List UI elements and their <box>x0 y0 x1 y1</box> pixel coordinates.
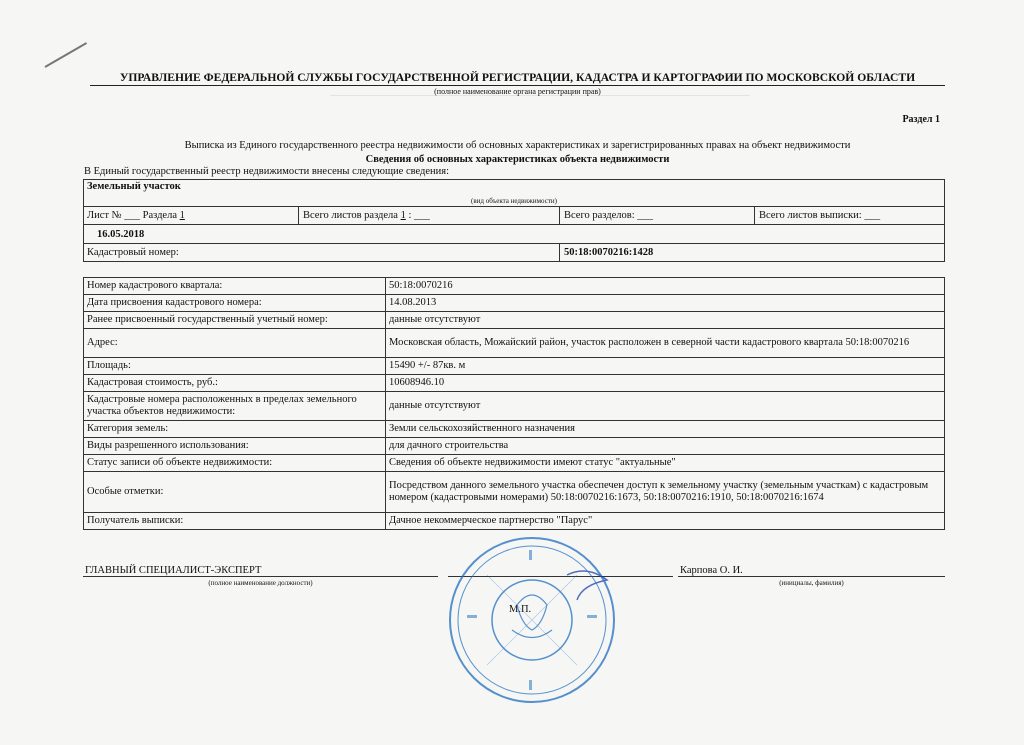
row-value: 50:18:0070216 <box>386 278 945 295</box>
object-type-note: (вид объекта недвижимости) <box>471 197 557 205</box>
table-row <box>84 278 945 295</box>
bleed-through-lines <box>330 95 750 110</box>
row-label: Получатель выписки: <box>84 513 386 530</box>
document-subtitle: Сведения об основных характеристиках объекта недвижимости <box>365 154 670 165</box>
seal-mark: М.П. <box>509 604 532 615</box>
row-label: Кадастровая стоимость, руб.: <box>84 375 386 392</box>
row-label: Номер кадастрового квартала: <box>84 278 386 295</box>
row-label: Площадь: <box>84 358 386 375</box>
row-value: Сведения об объекте недвижимости имеют статус "актуальные" <box>386 455 945 472</box>
table-row <box>84 392 945 421</box>
total-sections: Всего разделов: ___ <box>564 210 653 221</box>
table-row <box>84 295 945 312</box>
table-row <box>84 472 945 513</box>
signer-name: Карпова О. И. <box>678 565 945 577</box>
table-row <box>84 438 945 455</box>
signer-position: ГЛАВНЫЙ СПЕЦИАЛИСТ-ЭКСПЕРТ <box>83 565 438 577</box>
row-value: 14.08.2013 <box>386 295 945 312</box>
signer-name-note: (инициалы, фамилия) <box>779 579 844 587</box>
pen-mark <box>45 42 88 68</box>
row-label: Категория земель: <box>84 421 386 438</box>
row-value: Дачное некоммерческое партнерство "Парус" <box>386 513 945 530</box>
row-value: Московская область, Можайский район, участок расположен в северной части кадастрового квартала 50:18:0070216 <box>386 329 945 358</box>
object-info-box <box>83 179 945 262</box>
table-row <box>84 329 945 358</box>
sheets-in-section: Всего листов раздела 1 : ___ <box>303 210 430 221</box>
row-value: Земли сельскохозяйственного назначения <box>386 421 945 438</box>
row-value: 10608946.10 <box>386 375 945 392</box>
table-row <box>84 421 945 438</box>
row-label: Адрес: <box>84 329 386 358</box>
characteristics-table <box>83 277 945 530</box>
row-label: Кадастровые номера расположенных в пределах земельного участка объектов недвижимости: <box>84 392 386 421</box>
intro-text: В Единый государственный реестр недвижимости внесены следующие сведения: <box>84 166 450 177</box>
row-label: Особые отметки: <box>84 472 386 513</box>
official-stamp-icon <box>447 535 617 705</box>
sheet-number: Лист № ___ Раздела 1 <box>87 210 185 221</box>
row-label: Дата присвоения кадастрового номера: <box>84 295 386 312</box>
cadastral-number-value: 50:18:0070216:1428 <box>564 247 654 258</box>
row-value: данные отсутствуют <box>386 312 945 329</box>
row-label: Виды разрешенного использования: <box>84 438 386 455</box>
organization-note: (полное наименование органа регистрации прав) <box>434 87 601 96</box>
section-label: Раздел 1 <box>902 114 940 125</box>
row-value: Посредством данного земельного участка обеспечен доступ к земельному участку (земельным участкам) с кадастровым номером (кадастровыми номерами) 50:18:0070216:1673, 50:18:0070216:1910, 50:18:0070216:1674 <box>386 472 945 513</box>
table-row <box>84 312 945 329</box>
row-value: 15490 +/- 87кв. м <box>386 358 945 375</box>
row-label: Статус записи об объекте недвижимости: <box>84 455 386 472</box>
table-row <box>84 455 945 472</box>
table-row <box>84 358 945 375</box>
document-title: Выписка из Единого государственного реестра недвижимости об основных характеристиках и зарегистрированных правах на объект недвижимости <box>184 140 851 151</box>
row-value: для дачного строительства <box>386 438 945 455</box>
table-row <box>84 375 945 392</box>
object-type: Земельный участок <box>87 181 181 192</box>
extract-date: 16.05.2018 <box>97 229 145 240</box>
table-row <box>84 513 945 530</box>
row-value: данные отсутствуют <box>386 392 945 421</box>
total-sheets: Всего листов выписки: ___ <box>759 210 881 221</box>
sheets-in-section-value: 1 <box>400 210 406 221</box>
cadastral-number-label: Кадастровый номер: <box>87 247 179 258</box>
sheet-section-value: 1 <box>179 210 185 221</box>
row-label: Ранее присвоенный государственный учетный номер: <box>84 312 386 329</box>
signer-position-note: (полное наименование должности) <box>208 579 313 587</box>
organization-name: УПРАВЛЕНИЕ ФЕДЕРАЛЬНОЙ СЛУЖБЫ ГОСУДАРСТВЕННОЙ РЕГИСТРАЦИИ, КАДАСТРА И КАРТОГРАФИИ ПО МОСКОВСКОЙ ОБЛАСТИ <box>90 71 945 86</box>
